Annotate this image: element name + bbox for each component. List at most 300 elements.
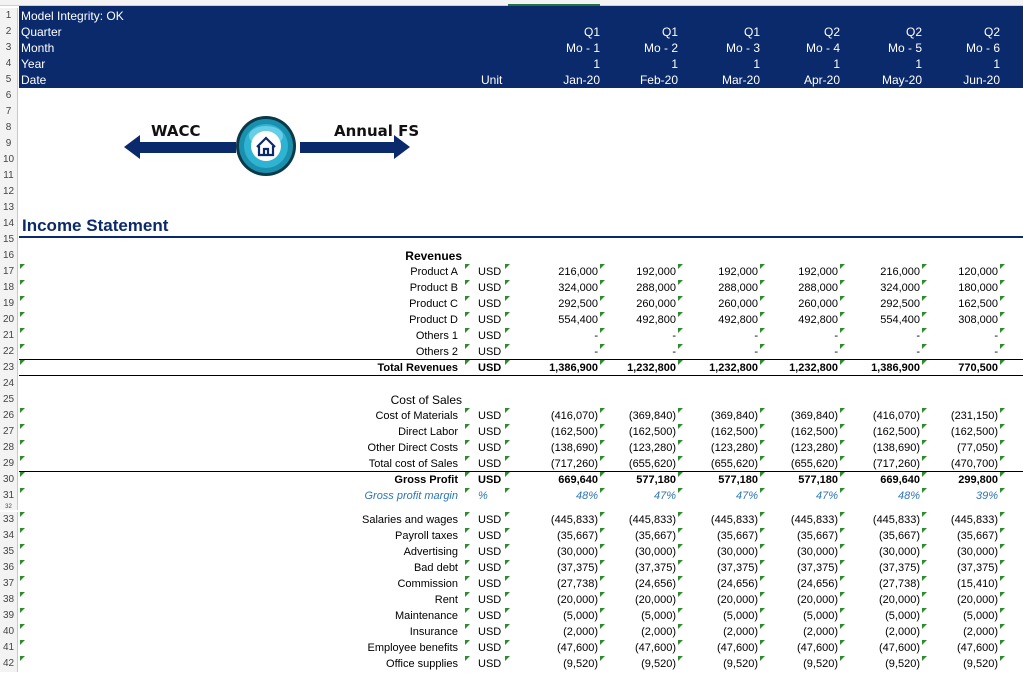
- value-cell[interactable]: 288,000: [636, 282, 676, 294]
- cell-indicator-icon: [20, 656, 25, 661]
- header-band-value: 1: [993, 57, 1000, 71]
- value-cell[interactable]: -: [672, 346, 676, 358]
- value-cell[interactable]: (47,600): [635, 642, 676, 654]
- value-cell[interactable]: (2,000): [563, 626, 598, 638]
- cell-indicator-icon: [1000, 472, 1005, 477]
- row-label: Other Direct Costs: [367, 442, 458, 454]
- value-cell[interactable]: (445,833): [710, 514, 758, 526]
- value-cell[interactable]: (162,500): [872, 426, 920, 438]
- unit-cell[interactable]: USD: [478, 346, 502, 358]
- cell-indicator-icon: [465, 456, 470, 461]
- cell-indicator-icon: [465, 640, 470, 645]
- value-cell[interactable]: (2,000): [641, 626, 676, 638]
- value-cell[interactable]: (9,520): [563, 658, 598, 670]
- row-header[interactable]: 25: [0, 392, 18, 408]
- row-header[interactable]: 17: [0, 264, 18, 280]
- value-cell[interactable]: (655,620): [628, 458, 676, 470]
- value-cell[interactable]: (24,656): [717, 578, 758, 590]
- value-cell[interactable]: 770,500: [958, 362, 998, 374]
- value-cell[interactable]: (37,375): [557, 562, 598, 574]
- header-band-value: Jun-20: [963, 73, 1000, 87]
- cell-indicator-icon: [505, 312, 510, 317]
- unit-cell[interactable]: USD: [478, 514, 502, 526]
- cell-indicator-icon: [505, 560, 510, 565]
- row-header[interactable]: 39: [0, 608, 18, 624]
- row-header[interactable]: 4: [0, 56, 18, 72]
- row-header[interactable]: 14: [0, 216, 18, 232]
- wacc-link-label[interactable]: WACC: [151, 122, 201, 140]
- row-header[interactable]: 20: [0, 312, 18, 328]
- value-cell[interactable]: (47,600): [957, 642, 998, 654]
- cell-indicator-icon: [20, 312, 25, 317]
- value-cell[interactable]: (162,500): [710, 426, 758, 438]
- value-cell[interactable]: (2,000): [723, 626, 758, 638]
- value-cell[interactable]: (47,600): [717, 642, 758, 654]
- value-cell[interactable]: (47,600): [879, 642, 920, 654]
- value-cell[interactable]: (162,500): [950, 426, 998, 438]
- value-cell[interactable]: (138,690): [550, 442, 598, 454]
- row-header[interactable]: 18: [0, 280, 18, 296]
- row-header[interactable]: 23: [0, 360, 18, 376]
- unit-cell[interactable]: USD: [478, 282, 502, 294]
- unit-cell[interactable]: USD: [478, 442, 502, 454]
- value-cell[interactable]: (20,000): [797, 594, 838, 606]
- row-header[interactable]: 28: [0, 440, 18, 456]
- header-band-value: Q2: [983, 25, 1000, 39]
- row-header[interactable]: 10: [0, 152, 18, 168]
- value-cell[interactable]: (37,375): [635, 562, 676, 574]
- cell-indicator-icon: [20, 344, 25, 349]
- cell-indicator-icon: [465, 328, 470, 333]
- value-cell[interactable]: (369,840): [628, 410, 676, 422]
- cell-indicator-icon: [1000, 624, 1005, 629]
- cell-indicator-icon: [20, 560, 25, 565]
- header-band-value: Mo - 4: [805, 41, 840, 55]
- row-header[interactable]: 15: [0, 232, 18, 248]
- unit-cell[interactable]: USD: [478, 362, 502, 374]
- value-cell[interactable]: (123,280): [628, 442, 676, 454]
- header-band-value: Apr-20: [803, 73, 840, 87]
- header-band-value: Jan-20: [563, 73, 600, 87]
- value-cell[interactable]: (27,738): [879, 578, 920, 590]
- value-cell[interactable]: (416,070): [872, 410, 920, 422]
- value-cell[interactable]: -: [994, 346, 998, 358]
- value-cell[interactable]: (369,840): [790, 410, 838, 422]
- value-cell[interactable]: 554,400: [558, 314, 598, 326]
- row-header[interactable]: 37: [0, 576, 18, 592]
- value-cell[interactable]: (35,667): [557, 530, 598, 542]
- value-cell[interactable]: 577,180: [636, 474, 676, 486]
- row-header[interactable]: 42: [0, 656, 18, 672]
- row-header[interactable]: 19: [0, 296, 18, 312]
- unit-cell[interactable]: USD: [478, 330, 502, 342]
- row-header[interactable]: 26: [0, 408, 18, 424]
- row-label: Product B: [409, 282, 458, 294]
- value-cell[interactable]: (30,000): [717, 546, 758, 558]
- value-cell[interactable]: 260,000: [798, 298, 838, 310]
- value-cell[interactable]: (162,500): [628, 426, 676, 438]
- value-cell[interactable]: 308,000: [958, 314, 998, 326]
- value-cell[interactable]: (445,833): [950, 514, 998, 526]
- cell-indicator-icon: [465, 408, 470, 413]
- value-cell[interactable]: 288,000: [718, 282, 758, 294]
- value-cell[interactable]: -: [834, 330, 838, 342]
- value-cell[interactable]: 492,800: [798, 314, 838, 326]
- row-header[interactable]: 5: [0, 72, 18, 88]
- unit-cell[interactable]: USD: [478, 426, 502, 438]
- cell-indicator-icon: [20, 472, 25, 477]
- header-band-value: Mo - 1: [565, 41, 600, 55]
- value-cell[interactable]: (35,667): [797, 530, 838, 542]
- row-label: Product C: [409, 298, 458, 310]
- value-cell[interactable]: (655,620): [710, 458, 758, 470]
- value-cell[interactable]: (2,000): [803, 626, 838, 638]
- value-cell[interactable]: 288,000: [798, 282, 838, 294]
- row-header[interactable]: 32: [0, 504, 18, 510]
- value-cell[interactable]: 216,000: [558, 266, 598, 278]
- value-cell[interactable]: (445,833): [550, 514, 598, 526]
- value-cell[interactable]: 1,386,900: [871, 362, 920, 374]
- cell-indicator-icon: [20, 280, 25, 285]
- row-header[interactable]: 22: [0, 344, 18, 360]
- cell-indicator-icon: [1000, 608, 1005, 613]
- header-band-label: Date: [21, 73, 47, 87]
- value-cell[interactable]: (20,000): [957, 594, 998, 606]
- value-cell[interactable]: (30,000): [557, 546, 598, 558]
- value-cell[interactable]: (5,000): [563, 610, 598, 622]
- row-header[interactable]: 38: [0, 592, 18, 608]
- value-cell[interactable]: (445,833): [628, 514, 676, 526]
- cell-indicator-icon: [465, 488, 470, 493]
- value-cell[interactable]: (416,070): [550, 410, 598, 422]
- row-label: Product D: [409, 314, 458, 326]
- value-cell[interactable]: (37,375): [717, 562, 758, 574]
- header-band-value: 1: [753, 57, 760, 71]
- value-cell[interactable]: -: [754, 346, 758, 358]
- value-cell[interactable]: (37,375): [797, 562, 838, 574]
- value-cell[interactable]: 1,232,800: [709, 362, 758, 374]
- row-header[interactable]: 3: [0, 40, 18, 56]
- cell-indicator-icon: [1000, 512, 1005, 517]
- cell-indicator-icon: [465, 608, 470, 613]
- cell-indicator-icon: [1000, 544, 1005, 549]
- unit-cell[interactable]: USD: [478, 658, 502, 670]
- value-cell[interactable]: (2,000): [885, 626, 920, 638]
- value-cell[interactable]: 292,500: [880, 298, 920, 310]
- cell-indicator-icon: [1000, 528, 1005, 533]
- cell-indicator-icon: [1000, 424, 1005, 429]
- unit-cell[interactable]: USD: [478, 546, 502, 558]
- value-cell[interactable]: (9,520): [803, 658, 838, 670]
- cell-indicator-icon: [1000, 264, 1005, 269]
- value-cell[interactable]: 577,180: [718, 474, 758, 486]
- value-cell[interactable]: (24,656): [635, 578, 676, 590]
- header-band-value: May-20: [881, 73, 922, 87]
- cell-indicator-icon: [465, 592, 470, 597]
- cell-indicator-icon: [20, 544, 25, 549]
- row-header[interactable]: 1: [0, 8, 18, 24]
- value-cell[interactable]: (445,833): [872, 514, 920, 526]
- value-cell[interactable]: -: [916, 346, 920, 358]
- cell-indicator-icon: [505, 544, 510, 549]
- row-header[interactable]: 12: [0, 184, 18, 200]
- row-label: Insurance: [409, 626, 458, 638]
- header-band-value: Q1: [743, 25, 760, 39]
- cell-indicator-icon: [465, 296, 470, 301]
- value-cell[interactable]: 47%: [815, 490, 838, 502]
- value-cell[interactable]: 260,000: [636, 298, 676, 310]
- value-cell[interactable]: (30,000): [635, 546, 676, 558]
- value-cell[interactable]: 1,386,900: [549, 362, 598, 374]
- annual-fs-link-label[interactable]: Annual FS: [334, 122, 420, 140]
- row-header[interactable]: 13: [0, 200, 18, 216]
- row-header[interactable]: 41: [0, 640, 18, 656]
- value-cell[interactable]: (20,000): [557, 594, 598, 606]
- row-label: Gross Profit: [394, 474, 458, 486]
- value-cell[interactable]: (5,000): [641, 610, 676, 622]
- header-band-value: 1: [833, 57, 840, 71]
- value-cell[interactable]: (123,280): [790, 442, 838, 454]
- row-header[interactable]: 35: [0, 544, 18, 560]
- row-label: Rent: [434, 594, 458, 606]
- value-cell[interactable]: (5,000): [963, 610, 998, 622]
- cell-indicator-icon: [20, 576, 25, 581]
- value-cell[interactable]: -: [594, 330, 598, 342]
- value-cell[interactable]: 669,640: [880, 474, 920, 486]
- value-cell[interactable]: -: [834, 346, 838, 358]
- cell-indicator-icon: [465, 360, 470, 365]
- unit-cell[interactable]: USD: [478, 298, 502, 310]
- cell-indicator-icon: [20, 512, 25, 517]
- row-header[interactable]: 21: [0, 328, 18, 344]
- row-header[interactable]: 2: [0, 24, 18, 40]
- value-cell[interactable]: (20,000): [717, 594, 758, 606]
- value-cell[interactable]: 554,400: [880, 314, 920, 326]
- row-header[interactable]: 8: [0, 120, 18, 136]
- cell-indicator-icon: [20, 424, 25, 429]
- row-header[interactable]: 29: [0, 456, 18, 472]
- unit-cell[interactable]: USD: [478, 626, 502, 638]
- value-cell[interactable]: 260,000: [718, 298, 758, 310]
- cell-indicator-icon: [505, 472, 510, 477]
- row-label: Maintenance: [395, 610, 458, 622]
- row-header[interactable]: 36: [0, 560, 18, 576]
- header-band-label: Quarter: [21, 25, 62, 39]
- row-header[interactable]: 27: [0, 424, 18, 440]
- value-cell[interactable]: (20,000): [635, 594, 676, 606]
- value-cell[interactable]: (37,375): [957, 562, 998, 574]
- value-cell[interactable]: 299,800: [958, 474, 998, 486]
- cell-indicator-icon: [505, 608, 510, 613]
- unit-cell[interactable]: USD: [478, 578, 502, 590]
- value-cell[interactable]: 492,800: [636, 314, 676, 326]
- value-cell[interactable]: 669,640: [558, 474, 598, 486]
- cell-indicator-icon: [1000, 592, 1005, 597]
- row-header[interactable]: 31: [0, 488, 18, 504]
- unit-cell[interactable]: USD: [478, 562, 502, 574]
- value-cell[interactable]: 39%: [975, 490, 998, 502]
- row-label: Others 1: [415, 330, 458, 342]
- value-cell[interactable]: 192,000: [798, 266, 838, 278]
- value-cell[interactable]: (27,738): [557, 578, 598, 590]
- value-cell[interactable]: (470,700): [950, 458, 998, 470]
- value-cell[interactable]: (9,520): [723, 658, 758, 670]
- value-cell[interactable]: 162,500: [958, 298, 998, 310]
- cell-indicator-icon: [20, 456, 25, 461]
- unit-cell[interactable]: USD: [478, 314, 502, 326]
- cell-indicator-icon: [1000, 328, 1005, 333]
- value-cell[interactable]: (445,833): [790, 514, 838, 526]
- value-cell[interactable]: 192,000: [718, 266, 758, 278]
- value-cell[interactable]: (35,667): [957, 530, 998, 542]
- cell-indicator-icon: [505, 592, 510, 597]
- cell-indicator-icon: [20, 640, 25, 645]
- cell-indicator-icon: [20, 408, 25, 413]
- value-cell[interactable]: (2,000): [963, 626, 998, 638]
- unit-cell[interactable]: USD: [478, 642, 502, 654]
- value-cell[interactable]: (47,600): [797, 642, 838, 654]
- value-cell[interactable]: 492,800: [718, 314, 758, 326]
- cell-indicator-icon: [505, 576, 510, 581]
- row-header[interactable]: 33: [0, 512, 18, 528]
- value-cell[interactable]: -: [754, 330, 758, 342]
- value-cell[interactable]: (30,000): [957, 546, 998, 558]
- value-cell[interactable]: 180,000: [958, 282, 998, 294]
- row-header[interactable]: 34: [0, 528, 18, 544]
- value-cell[interactable]: (35,667): [717, 530, 758, 542]
- value-cell[interactable]: (162,500): [790, 426, 838, 438]
- value-cell[interactable]: (369,840): [710, 410, 758, 422]
- row-header[interactable]: 30: [0, 472, 18, 488]
- row-label: Payroll taxes: [395, 530, 458, 542]
- cell-indicator-icon: [20, 528, 25, 533]
- value-cell[interactable]: (5,000): [723, 610, 758, 622]
- cell-indicator-icon: [1000, 640, 1005, 645]
- cell-indicator-icon: [20, 624, 25, 629]
- unit-cell[interactable]: USD: [478, 474, 502, 486]
- value-cell[interactable]: (15,410): [957, 578, 998, 590]
- value-cell[interactable]: 120,000: [958, 266, 998, 278]
- value-cell[interactable]: (138,690): [872, 442, 920, 454]
- section-heading: Cost of Sales: [390, 393, 462, 407]
- value-cell[interactable]: 324,000: [880, 282, 920, 294]
- cell-indicator-icon: [1000, 344, 1005, 349]
- cell-indicator-icon: [505, 264, 510, 269]
- row-label: Total cost of Sales: [368, 458, 458, 470]
- header-band-value: 1: [671, 57, 678, 71]
- row-header[interactable]: 16: [0, 248, 18, 264]
- row-header[interactable]: 24: [0, 376, 18, 392]
- value-cell[interactable]: (9,520): [963, 658, 998, 670]
- value-cell[interactable]: 192,000: [636, 266, 676, 278]
- value-cell[interactable]: 1,232,800: [627, 362, 676, 374]
- value-cell[interactable]: (231,150): [950, 410, 998, 422]
- row-label: Direct Labor: [398, 426, 458, 438]
- value-cell[interactable]: 48%: [575, 490, 598, 502]
- home-icon[interactable]: [236, 116, 296, 176]
- cell-indicator-icon: [20, 608, 25, 613]
- cell-indicator-icon: [20, 440, 25, 445]
- row-label: Employee benefits: [367, 642, 458, 654]
- header-band-value: Q2: [905, 25, 922, 39]
- cell-indicator-icon: [465, 528, 470, 533]
- value-cell[interactable]: 577,180: [798, 474, 838, 486]
- value-cell[interactable]: (717,260): [872, 458, 920, 470]
- row-header[interactable]: 9: [0, 136, 18, 152]
- unit-cell[interactable]: USD: [478, 458, 502, 470]
- unit-cell[interactable]: %: [478, 490, 488, 502]
- row-header[interactable]: 7: [0, 104, 18, 120]
- unit-cell[interactable]: USD: [478, 594, 502, 606]
- value-cell[interactable]: (123,280): [710, 442, 758, 454]
- cell-indicator-icon: [505, 640, 510, 645]
- unit-cell[interactable]: USD: [478, 410, 502, 422]
- value-cell[interactable]: (20,000): [879, 594, 920, 606]
- header-band-value: Mo - 2: [643, 41, 678, 55]
- row-label: Commission: [397, 578, 458, 590]
- value-cell[interactable]: (24,656): [797, 578, 838, 590]
- cell-indicator-icon: [1000, 656, 1005, 661]
- unit-cell[interactable]: USD: [478, 610, 502, 622]
- row-label: Advertising: [403, 546, 458, 558]
- value-cell[interactable]: 292,500: [558, 298, 598, 310]
- value-cell[interactable]: (30,000): [879, 546, 920, 558]
- header-band-label: Year: [21, 57, 46, 71]
- row-label: Salaries and wages: [361, 514, 458, 526]
- cell-indicator-icon: [505, 328, 510, 333]
- value-cell[interactable]: (9,520): [641, 658, 676, 670]
- header-band-value: 1: [915, 57, 922, 71]
- value-cell[interactable]: (5,000): [803, 610, 838, 622]
- value-cell[interactable]: 216,000: [880, 266, 920, 278]
- value-cell[interactable]: (655,620): [790, 458, 838, 470]
- value-cell[interactable]: -: [994, 330, 998, 342]
- value-cell[interactable]: (9,520): [885, 658, 920, 670]
- value-cell[interactable]: (47,600): [557, 642, 598, 654]
- value-cell[interactable]: (717,260): [550, 458, 598, 470]
- value-cell[interactable]: (162,500): [550, 426, 598, 438]
- value-cell[interactable]: (35,667): [635, 530, 676, 542]
- row-header[interactable]: 40: [0, 624, 18, 640]
- row-header[interactable]: 6: [0, 88, 18, 104]
- value-cell[interactable]: (37,375): [879, 562, 920, 574]
- cell-indicator-icon: [505, 296, 510, 301]
- value-cell[interactable]: -: [594, 346, 598, 358]
- value-cell[interactable]: 1,232,800: [789, 362, 838, 374]
- unit-cell[interactable]: USD: [478, 530, 502, 542]
- unit-cell[interactable]: USD: [478, 266, 502, 278]
- value-cell[interactable]: (77,050): [957, 442, 998, 454]
- cell-indicator-icon: [1000, 440, 1005, 445]
- header-band-value: Mo - 6: [965, 41, 1000, 55]
- value-cell[interactable]: -: [916, 330, 920, 342]
- value-cell[interactable]: (30,000): [797, 546, 838, 558]
- value-cell[interactable]: (5,000): [885, 610, 920, 622]
- cell-indicator-icon: [1000, 576, 1005, 581]
- value-cell[interactable]: 324,000: [558, 282, 598, 294]
- value-cell[interactable]: 47%: [653, 490, 676, 502]
- header-band-label: Month: [21, 41, 55, 55]
- cell-indicator-icon: [20, 264, 25, 269]
- value-cell[interactable]: 48%: [897, 490, 920, 502]
- value-cell[interactable]: 47%: [735, 490, 758, 502]
- value-cell[interactable]: (35,667): [879, 530, 920, 542]
- value-cell[interactable]: -: [672, 330, 676, 342]
- row-header[interactable]: 11: [0, 168, 18, 184]
- cell-indicator-icon: [465, 512, 470, 517]
- row-label: Gross profit margin: [364, 490, 458, 502]
- cell-indicator-icon: [505, 408, 510, 413]
